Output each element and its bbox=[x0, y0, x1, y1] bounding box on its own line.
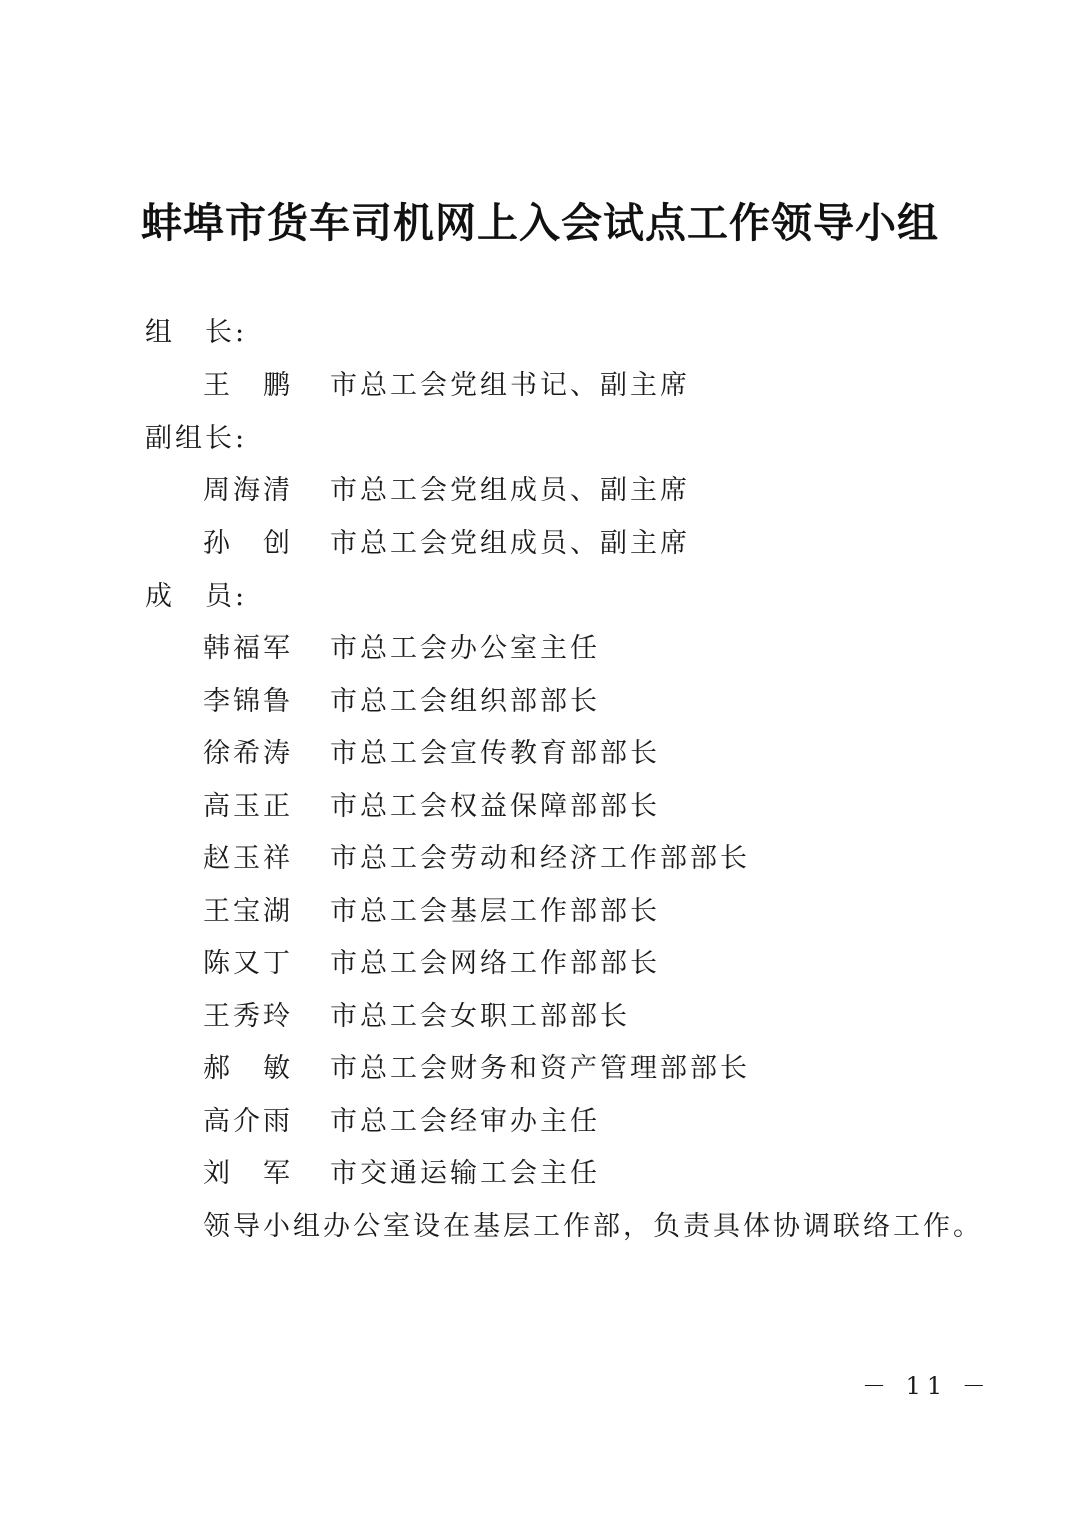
member-position: 市总工会经审办主任 bbox=[330, 1106, 600, 1137]
deputy-position: 市总工会党组成员、副主席 bbox=[330, 528, 690, 559]
members-role-label: 成 员: bbox=[145, 581, 248, 612]
leader-name: 王 鹏 bbox=[203, 370, 293, 401]
document-title: 蚌埠市货车司机网上入会试点工作领导小组 bbox=[141, 199, 939, 247]
office-note: 领导小组办公室设在基层工作部，负责具体协调联络工作。 bbox=[203, 1211, 983, 1242]
deputy-name: 孙 创 bbox=[203, 528, 293, 559]
deputy-role-label: 副组长: bbox=[145, 423, 248, 454]
member-name: 王秀玲 bbox=[203, 1001, 293, 1032]
member-position: 市总工会权益保障部部长 bbox=[330, 791, 660, 822]
page-number: － 11 － bbox=[862, 1372, 992, 1400]
member-name: 郝 敏 bbox=[203, 1053, 293, 1084]
member-name: 赵玉祥 bbox=[203, 843, 293, 874]
member-name: 徐希涛 bbox=[203, 738, 293, 769]
member-position: 市总工会女职工部部长 bbox=[330, 1001, 630, 1032]
deputy-name: 周海清 bbox=[203, 475, 293, 506]
leader-position: 市总工会党组书记、副主席 bbox=[330, 370, 690, 401]
member-name: 高介雨 bbox=[203, 1106, 293, 1137]
member-position: 市总工会组织部部长 bbox=[330, 686, 600, 717]
member-name: 王宝湖 bbox=[203, 896, 293, 927]
deputy-position: 市总工会党组成员、副主席 bbox=[330, 475, 690, 506]
member-name: 陈又丁 bbox=[203, 948, 293, 979]
member-position: 市交通运输工会主任 bbox=[330, 1158, 600, 1189]
member-position: 市总工会基层工作部部长 bbox=[330, 896, 660, 927]
member-position: 市总工会财务和资产管理部部长 bbox=[330, 1053, 750, 1084]
member-position: 市总工会宣传教育部部长 bbox=[330, 738, 660, 769]
member-name: 刘 军 bbox=[203, 1158, 293, 1189]
leader-role-label: 组 长: bbox=[145, 317, 248, 348]
member-position: 市总工会网络工作部部长 bbox=[330, 948, 660, 979]
member-name: 韩福军 bbox=[203, 633, 293, 664]
member-name: 李锦鲁 bbox=[203, 686, 293, 717]
member-position: 市总工会办公室主任 bbox=[330, 633, 600, 664]
member-position: 市总工会劳动和经济工作部部长 bbox=[330, 843, 750, 874]
member-name: 高玉正 bbox=[203, 791, 293, 822]
